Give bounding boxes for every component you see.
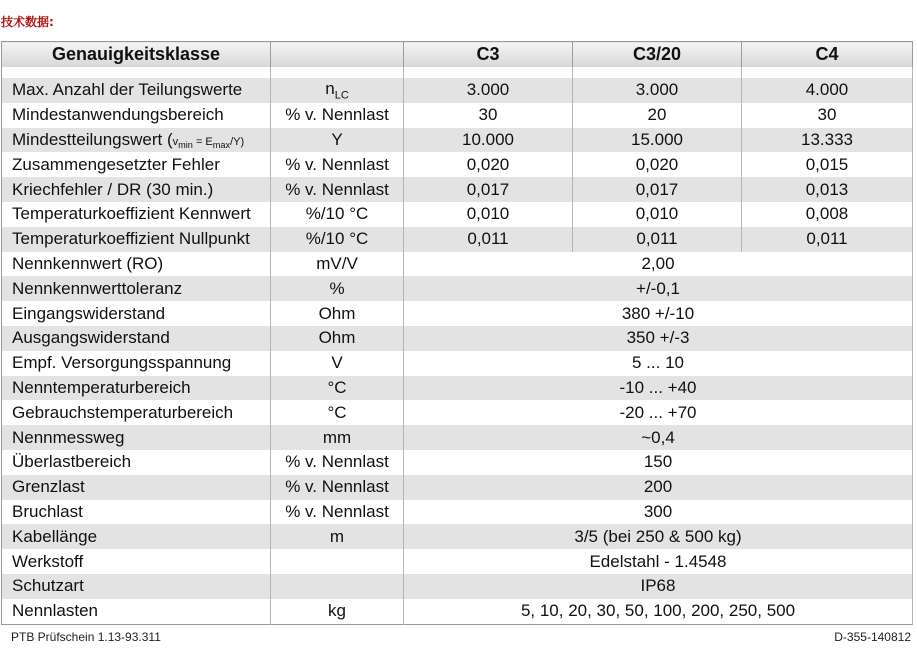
table-row	[2, 425, 913, 450]
table-row	[2, 400, 913, 425]
table-row	[2, 301, 913, 326]
row-value: 350 +/-3	[404, 326, 913, 351]
table-row	[2, 549, 913, 574]
row-unit: % v. Nennlast	[271, 152, 404, 177]
row-label: Temperaturkoeffizient Kennwert	[2, 202, 271, 227]
row-unit: mm	[271, 425, 404, 450]
row-label: Gebrauchstemperaturbereich	[2, 400, 271, 425]
row-value-c3-20: 0,010	[573, 202, 742, 227]
footer-certificate: PTB Prüfschein 1.13-93.311	[11, 630, 161, 644]
row-value-c4: 0,013	[742, 177, 913, 202]
table-row	[2, 276, 913, 301]
table-header-row	[2, 42, 913, 68]
row-unit	[271, 549, 404, 574]
row-unit: %/10 °C	[271, 202, 404, 227]
table-row	[2, 103, 913, 128]
row-value: 3/5 (bei 250 & 500 kg)	[404, 524, 913, 549]
row-unit: % v. Nennlast	[271, 450, 404, 475]
row-value: 380 +/-10	[404, 301, 913, 326]
table-row	[2, 202, 913, 227]
table-row	[2, 177, 913, 202]
table-row	[2, 227, 913, 252]
row-value-c3-20: 0,017	[573, 177, 742, 202]
footer-doc-number: D-355-140812	[834, 630, 911, 644]
row-value: 5, 10, 20, 30, 50, 100, 200, 250, 500	[404, 599, 913, 624]
table-row	[2, 128, 913, 153]
row-value: -20 ... +70	[404, 400, 913, 425]
table-row	[2, 252, 913, 277]
row-label: Nennkennwerttoleranz	[2, 276, 271, 301]
row-value-c4: 0,011	[742, 227, 913, 252]
row-unit: m	[271, 524, 404, 549]
row-value: 150	[404, 450, 913, 475]
header-c4: C4	[742, 42, 913, 68]
table-row	[2, 599, 913, 624]
row-unit: % v. Nennlast	[271, 500, 404, 525]
row-label: Temperaturkoeffizient Nullpunkt	[2, 227, 271, 252]
row-unit: $n_{LC}$	[271, 78, 404, 103]
header-c3: C3	[404, 42, 573, 68]
row-label: Zusammengesetzter Fehler	[2, 152, 271, 177]
row-label: Werkstoff	[2, 549, 271, 574]
row-label: Schutzart	[2, 574, 271, 599]
row-value-c3-20: 15.000	[573, 128, 742, 153]
row-unit: Ohm	[271, 301, 404, 326]
row-value: 5 ... 10	[404, 351, 913, 376]
row-value-c4: 0,008	[742, 202, 913, 227]
table-row	[2, 524, 913, 549]
row-value: 300	[404, 500, 913, 525]
table-row	[2, 78, 913, 103]
row-unit: % v. Nennlast	[271, 103, 404, 128]
row-value-c3-20: 0,020	[573, 152, 742, 177]
header-class-label: Genauigkeitsklasse	[2, 42, 271, 68]
row-unit: %/10 °C	[271, 227, 404, 252]
row-label: Ausgangswiderstand	[2, 326, 271, 351]
row-value-c3-20: 0,011	[573, 227, 742, 252]
row-value: Edelstahl - 1.4548	[404, 549, 913, 574]
row-unit: % v. Nennlast	[271, 475, 404, 500]
row-value-c3: 0,020	[404, 152, 573, 177]
row-unit: Y	[271, 128, 404, 153]
row-value: -10 ... +40	[404, 376, 913, 401]
header-c3-20: C3/20	[573, 42, 742, 68]
header-unit	[271, 42, 404, 68]
row-unit: kg	[271, 599, 404, 624]
table-row	[2, 475, 913, 500]
row-label: Nenntemperaturbereich	[2, 376, 271, 401]
row-value: IP68	[404, 574, 913, 599]
table-row	[2, 574, 913, 599]
row-unit: V	[271, 351, 404, 376]
row-label: Nennlasten	[2, 599, 271, 624]
row-unit: mV/V	[271, 252, 404, 277]
row-unit	[271, 574, 404, 599]
row-value-c3: 0,017	[404, 177, 573, 202]
row-label: Max. Anzahl der Teilungswerte	[2, 78, 271, 103]
row-value-c4: 0,015	[742, 152, 913, 177]
table-row	[2, 450, 913, 475]
row-value: 2,00	[404, 252, 913, 277]
row-value-c3: 30	[404, 103, 573, 128]
row-label: Nennmessweg	[2, 425, 271, 450]
row-label: Kriechfehler / DR (30 min.)	[2, 177, 271, 202]
row-label: Mindestanwendungsbereich	[2, 103, 271, 128]
row-label: Nennkennwert (RO)	[2, 252, 271, 277]
table-row	[2, 351, 913, 376]
section-heading: 技术数据:	[1, 15, 54, 29]
row-label: Mindestteilungswert $(v_{min} = E_{max}/Y)$	[2, 128, 271, 153]
row-label: Empf. Versorgungsspannung	[2, 351, 271, 376]
row-value: 200	[404, 475, 913, 500]
row-label: Bruchlast	[2, 500, 271, 525]
row-value-c4: 13.333	[742, 128, 913, 153]
row-unit: °C	[271, 400, 404, 425]
row-value-c3: 3.000	[404, 78, 573, 103]
row-unit: Ohm	[271, 326, 404, 351]
table-row	[2, 326, 913, 351]
row-value-c3: 10.000	[404, 128, 573, 153]
row-value-c3-20: 3.000	[573, 78, 742, 103]
row-value-c3: 0,011	[404, 227, 573, 252]
row-value: ~0,4	[404, 425, 913, 450]
row-value-c3: 0,010	[404, 202, 573, 227]
row-value-c4: 4.000	[742, 78, 913, 103]
row-label: Eingangswiderstand	[2, 301, 271, 326]
row-label: Kabellänge	[2, 524, 271, 549]
table-row	[2, 500, 913, 525]
table-row	[2, 152, 913, 177]
row-value-c4: 30	[742, 103, 913, 128]
header-spacer-row	[2, 67, 913, 78]
row-value: +/-0,1	[404, 276, 913, 301]
table-row	[2, 376, 913, 401]
row-value-c3-20: 20	[573, 103, 742, 128]
spec-table	[1, 41, 913, 625]
row-unit: %	[271, 276, 404, 301]
row-label: Grenzlast	[2, 475, 271, 500]
row-unit: % v. Nennlast	[271, 177, 404, 202]
row-label: Überlastbereich	[2, 450, 271, 475]
row-unit: °C	[271, 376, 404, 401]
